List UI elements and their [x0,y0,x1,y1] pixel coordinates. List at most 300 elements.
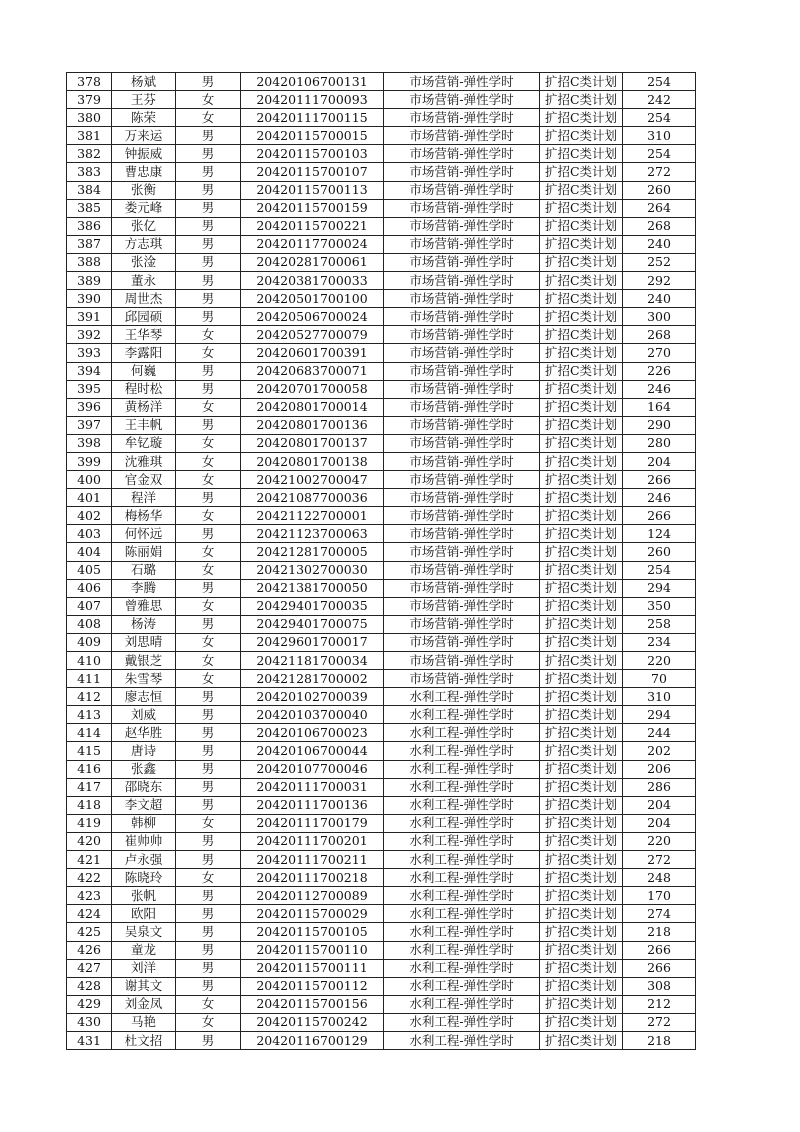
row-number-cell: 407 [67,597,112,615]
score-cell: 234 [623,633,696,651]
gender-cell: 男 [176,706,241,724]
major-cell: 水利工程-弹性学时 [384,778,540,796]
table-row [67,507,696,525]
candidate-id-cell: 20420801700137 [241,434,384,452]
candidate-id-cell: 20421381700050 [241,579,384,597]
candidate-id-cell: 20420115700110 [241,941,384,959]
table-row [67,416,696,434]
major-cell: 市场营销-弹性学时 [384,145,540,163]
row-number-cell: 387 [67,235,112,253]
row-number-cell: 378 [67,73,112,91]
plan-cell: 扩招C类计划 [540,959,623,977]
score-cell: 300 [623,308,696,326]
plan-cell: 扩招C类计划 [540,73,623,91]
plan-cell: 扩招C类计划 [540,434,623,452]
gender-cell: 女 [176,434,241,452]
major-cell: 水利工程-弹性学时 [384,1031,540,1049]
table-row [67,887,696,905]
gender-cell: 男 [176,959,241,977]
table-row [67,199,696,217]
table-row [67,633,696,651]
candidate-id-cell: 20420115700105 [241,923,384,941]
major-cell: 市场营销-弹性学时 [384,398,540,416]
gender-cell: 男 [176,290,241,308]
name-cell: 欧阳 [112,905,176,923]
name-cell: 张帆 [112,887,176,905]
row-number-cell: 408 [67,615,112,633]
candidate-id-cell: 20420115700107 [241,163,384,181]
score-cell: 268 [623,326,696,344]
plan-cell: 扩招C类计划 [540,380,623,398]
major-cell: 水利工程-弹性学时 [384,851,540,869]
major-cell: 市场营销-弹性学时 [384,253,540,271]
candidate-id-cell: 20420801700138 [241,452,384,470]
major-cell: 市场营销-弹性学时 [384,272,540,290]
gender-cell: 男 [176,615,241,633]
plan-cell: 扩招C类计划 [540,851,623,869]
name-cell: 官金双 [112,471,176,489]
candidate-id-cell: 20420115700103 [241,145,384,163]
score-cell: 286 [623,778,696,796]
plan-cell: 扩招C类计划 [540,525,623,543]
row-number-cell: 385 [67,199,112,217]
row-number-cell: 421 [67,851,112,869]
plan-cell: 扩招C类计划 [540,452,623,470]
gender-cell: 男 [176,199,241,217]
major-cell: 市场营销-弹性学时 [384,380,540,398]
plan-cell: 扩招C类计划 [540,145,623,163]
name-cell: 曹忠康 [112,163,176,181]
table-row [67,91,696,109]
score-cell: 254 [623,109,696,127]
table-row [67,398,696,416]
table-row [67,760,696,778]
score-cell: 240 [623,235,696,253]
table-row [67,434,696,452]
score-cell: 350 [623,597,696,615]
plan-cell: 扩招C类计划 [540,633,623,651]
gender-cell: 女 [176,91,241,109]
major-cell: 水利工程-弹性学时 [384,1013,540,1031]
table-row [67,995,696,1013]
plan-cell: 扩招C类计划 [540,615,623,633]
candidate-id-cell: 20420111700218 [241,869,384,887]
name-cell: 廖志恒 [112,688,176,706]
major-cell: 市场营销-弹性学时 [384,597,540,615]
plan-cell: 扩招C类计划 [540,977,623,995]
plan-cell: 扩招C类计划 [540,217,623,235]
gender-cell: 男 [176,308,241,326]
plan-cell: 扩招C类计划 [540,670,623,688]
gender-cell: 女 [176,471,241,489]
plan-cell: 扩招C类计划 [540,1031,623,1049]
major-cell: 市场营销-弹性学时 [384,525,540,543]
gender-cell: 男 [176,832,241,850]
name-cell: 李露阳 [112,344,176,362]
candidate-id-cell: 20420116700129 [241,1031,384,1049]
candidate-id-cell: 20420112700089 [241,887,384,905]
score-cell: 272 [623,1013,696,1031]
candidate-id-cell: 20420111700093 [241,91,384,109]
candidate-id-cell: 20420103700040 [241,706,384,724]
plan-cell: 扩招C类计划 [540,507,623,525]
row-number-cell: 412 [67,688,112,706]
score-cell: 264 [623,199,696,217]
name-cell: 唐诗 [112,742,176,760]
gender-cell: 男 [176,253,241,271]
candidate-id-cell: 20420801700014 [241,398,384,416]
candidate-id-cell: 20420115700242 [241,1013,384,1031]
name-cell: 邱园硕 [112,308,176,326]
row-number-cell: 390 [67,290,112,308]
row-number-cell: 393 [67,344,112,362]
table-row [67,796,696,814]
major-cell: 市场营销-弹性学时 [384,633,540,651]
candidate-id-cell: 20420683700071 [241,362,384,380]
name-cell: 赵华胜 [112,724,176,742]
candidate-id-cell: 20421123700063 [241,525,384,543]
score-cell: 266 [623,959,696,977]
candidate-id-cell: 20420115700015 [241,127,384,145]
candidate-id-cell: 20421087700036 [241,489,384,507]
row-number-cell: 381 [67,127,112,145]
name-cell: 何怀远 [112,525,176,543]
gender-cell: 男 [176,217,241,235]
candidate-id-cell: 20420106700131 [241,73,384,91]
row-number-cell: 395 [67,380,112,398]
major-cell: 市场营销-弹性学时 [384,344,540,362]
score-cell: 202 [623,742,696,760]
score-cell: 254 [623,561,696,579]
name-cell: 张衡 [112,181,176,199]
name-cell: 戴银芝 [112,652,176,670]
name-cell: 张鑫 [112,760,176,778]
gender-cell: 男 [176,579,241,597]
plan-cell: 扩招C类计划 [540,724,623,742]
plan-cell: 扩招C类计划 [540,235,623,253]
row-number-cell: 417 [67,778,112,796]
candidate-id-cell: 20420701700058 [241,380,384,398]
plan-cell: 扩招C类计划 [540,199,623,217]
score-cell: 260 [623,181,696,199]
name-cell: 刘金凤 [112,995,176,1013]
candidate-id-cell: 20429601700017 [241,633,384,651]
major-cell: 水利工程-弹性学时 [384,923,540,941]
score-cell: 124 [623,525,696,543]
plan-cell: 扩招C类计划 [540,127,623,145]
name-cell: 朱雪琴 [112,670,176,688]
name-cell: 程洋 [112,489,176,507]
major-cell: 水利工程-弹性学时 [384,814,540,832]
gender-cell: 男 [176,923,241,941]
row-number-cell: 416 [67,760,112,778]
row-number-cell: 430 [67,1013,112,1031]
name-cell: 吴泉文 [112,923,176,941]
name-cell: 韩柳 [112,814,176,832]
row-number-cell: 427 [67,959,112,977]
major-cell: 市场营销-弹性学时 [384,507,540,525]
table-row [67,471,696,489]
gender-cell: 女 [176,507,241,525]
candidate-id-cell: 20420601700391 [241,344,384,362]
major-cell: 市场营销-弹性学时 [384,561,540,579]
score-cell: 218 [623,923,696,941]
name-cell: 卢永强 [112,851,176,869]
major-cell: 水利工程-弹性学时 [384,869,540,887]
row-number-cell: 406 [67,579,112,597]
row-number-cell: 403 [67,525,112,543]
name-cell: 王华琴 [112,326,176,344]
score-cell: 268 [623,217,696,235]
name-cell: 童龙 [112,941,176,959]
score-cell: 266 [623,941,696,959]
candidate-id-cell: 20420117700024 [241,235,384,253]
gender-cell: 男 [176,760,241,778]
score-cell: 244 [623,724,696,742]
major-cell: 市场营销-弹性学时 [384,290,540,308]
row-number-cell: 389 [67,272,112,290]
gender-cell: 女 [176,326,241,344]
gender-cell: 男 [176,742,241,760]
name-cell: 李文超 [112,796,176,814]
gender-cell: 女 [176,869,241,887]
table-row [67,851,696,869]
plan-cell: 扩招C类计划 [540,760,623,778]
score-cell: 280 [623,434,696,452]
table-row [67,235,696,253]
plan-cell: 扩招C类计划 [540,579,623,597]
table-row [67,73,696,91]
plan-cell: 扩招C类计划 [540,1013,623,1031]
table-row [67,923,696,941]
gender-cell: 女 [176,561,241,579]
score-cell: 266 [623,507,696,525]
gender-cell: 女 [176,1013,241,1031]
name-cell: 李腾 [112,579,176,597]
table-row [67,688,696,706]
row-number-cell: 411 [67,670,112,688]
score-cell: 254 [623,145,696,163]
candidate-id-cell: 20420801700136 [241,416,384,434]
row-number-cell: 425 [67,923,112,941]
score-cell: 220 [623,652,696,670]
row-number-cell: 388 [67,253,112,271]
table-body [67,73,696,1050]
gender-cell: 男 [176,416,241,434]
score-cell: 258 [623,615,696,633]
row-number-cell: 380 [67,109,112,127]
major-cell: 市场营销-弹性学时 [384,73,540,91]
major-cell: 市场营销-弹性学时 [384,217,540,235]
name-cell: 董永 [112,272,176,290]
table-row [67,1013,696,1031]
table-row [67,109,696,127]
candidate-id-cell: 20420115700156 [241,995,384,1013]
plan-cell: 扩招C类计划 [540,688,623,706]
score-cell: 270 [623,344,696,362]
gender-cell: 男 [176,688,241,706]
candidate-id-cell: 20420111700211 [241,851,384,869]
name-cell: 张淦 [112,253,176,271]
name-cell: 牟钇璇 [112,434,176,452]
row-number-cell: 386 [67,217,112,235]
row-number-cell: 429 [67,995,112,1013]
score-cell: 226 [623,362,696,380]
major-cell: 水利工程-弹性学时 [384,887,540,905]
candidate-id-cell: 20420115700029 [241,905,384,923]
name-cell: 王丰帆 [112,416,176,434]
gender-cell: 女 [176,344,241,362]
plan-cell: 扩招C类计划 [540,362,623,380]
score-cell: 218 [623,1031,696,1049]
table-row [67,977,696,995]
gender-cell: 男 [176,380,241,398]
major-cell: 市场营销-弹性学时 [384,163,540,181]
score-cell: 170 [623,887,696,905]
gender-cell: 男 [176,489,241,507]
candidate-id-cell: 20429401700035 [241,597,384,615]
gender-cell: 男 [176,145,241,163]
table-row [67,145,696,163]
row-number-cell: 383 [67,163,112,181]
gender-cell: 男 [176,127,241,145]
plan-cell: 扩招C类计划 [540,742,623,760]
score-cell: 246 [623,489,696,507]
candidate-id-cell: 20420281700061 [241,253,384,271]
table-row [67,217,696,235]
admission-table [66,72,696,1050]
plan-cell: 扩招C类计划 [540,471,623,489]
name-cell: 谢其文 [112,977,176,995]
gender-cell: 男 [176,905,241,923]
score-cell: 272 [623,163,696,181]
candidate-id-cell: 20420115700221 [241,217,384,235]
candidate-id-cell: 20420111700136 [241,796,384,814]
major-cell: 市场营销-弹性学时 [384,434,540,452]
score-cell: 292 [623,272,696,290]
score-cell: 246 [623,380,696,398]
gender-cell: 女 [176,398,241,416]
major-cell: 水利工程-弹性学时 [384,941,540,959]
row-number-cell: 401 [67,489,112,507]
table-row [67,290,696,308]
name-cell: 邵晓东 [112,778,176,796]
table-row [67,308,696,326]
plan-cell: 扩招C类计划 [540,796,623,814]
gender-cell: 女 [176,814,241,832]
gender-cell: 女 [176,597,241,615]
row-number-cell: 410 [67,652,112,670]
gender-cell: 男 [176,1031,241,1049]
name-cell: 何巍 [112,362,176,380]
row-number-cell: 402 [67,507,112,525]
candidate-id-cell: 20429401700075 [241,615,384,633]
plan-cell: 扩招C类计划 [540,398,623,416]
row-number-cell: 404 [67,543,112,561]
name-cell: 刘威 [112,706,176,724]
row-number-cell: 399 [67,452,112,470]
plan-cell: 扩招C类计划 [540,869,623,887]
candidate-id-cell: 20420111700031 [241,778,384,796]
table-row [67,344,696,362]
major-cell: 水利工程-弹性学时 [384,832,540,850]
plan-cell: 扩招C类计划 [540,272,623,290]
major-cell: 水利工程-弹性学时 [384,796,540,814]
table-row [67,869,696,887]
plan-cell: 扩招C类计划 [540,923,623,941]
table-row [67,561,696,579]
row-number-cell: 415 [67,742,112,760]
name-cell: 杨涛 [112,615,176,633]
score-cell: 310 [623,688,696,706]
table-row [67,326,696,344]
name-cell: 杜文招 [112,1031,176,1049]
gender-cell: 男 [176,525,241,543]
major-cell: 水利工程-弹性学时 [384,959,540,977]
gender-cell: 女 [176,543,241,561]
table-row [67,127,696,145]
major-cell: 水利工程-弹性学时 [384,995,540,1013]
score-cell: 248 [623,869,696,887]
table-row [67,163,696,181]
major-cell: 水利工程-弹性学时 [384,688,540,706]
gender-cell: 女 [176,452,241,470]
score-cell: 290 [623,416,696,434]
candidate-id-cell: 20420106700044 [241,742,384,760]
row-number-cell: 396 [67,398,112,416]
name-cell: 马艳 [112,1013,176,1031]
gender-cell: 女 [176,109,241,127]
major-cell: 市场营销-弹性学时 [384,452,540,470]
major-cell: 水利工程-弹性学时 [384,706,540,724]
name-cell: 曾雅思 [112,597,176,615]
row-number-cell: 431 [67,1031,112,1049]
plan-cell: 扩招C类计划 [540,652,623,670]
row-number-cell: 391 [67,308,112,326]
table-row [67,362,696,380]
table-row [67,814,696,832]
major-cell: 市场营销-弹性学时 [384,362,540,380]
plan-cell: 扩招C类计划 [540,778,623,796]
plan-cell: 扩招C类计划 [540,832,623,850]
major-cell: 市场营销-弹性学时 [384,199,540,217]
gender-cell: 男 [176,887,241,905]
row-number-cell: 394 [67,362,112,380]
gender-cell: 男 [176,778,241,796]
table-row [67,832,696,850]
table-row [67,272,696,290]
name-cell: 周世杰 [112,290,176,308]
name-cell: 梅杨华 [112,507,176,525]
name-cell: 陈丽娟 [112,543,176,561]
row-number-cell: 405 [67,561,112,579]
candidate-id-cell: 20420381700033 [241,272,384,290]
major-cell: 市场营销-弹性学时 [384,471,540,489]
plan-cell: 扩招C类计划 [540,109,623,127]
candidate-id-cell: 20420115700111 [241,959,384,977]
name-cell: 黄杨洋 [112,398,176,416]
score-cell: 272 [623,851,696,869]
table-row [67,597,696,615]
row-number-cell: 426 [67,941,112,959]
major-cell: 水利工程-弹性学时 [384,742,540,760]
candidate-id-cell: 20420506700024 [241,308,384,326]
score-cell: 204 [623,814,696,832]
row-number-cell: 379 [67,91,112,109]
gender-cell: 男 [176,362,241,380]
gender-cell: 女 [176,633,241,651]
score-cell: 240 [623,290,696,308]
